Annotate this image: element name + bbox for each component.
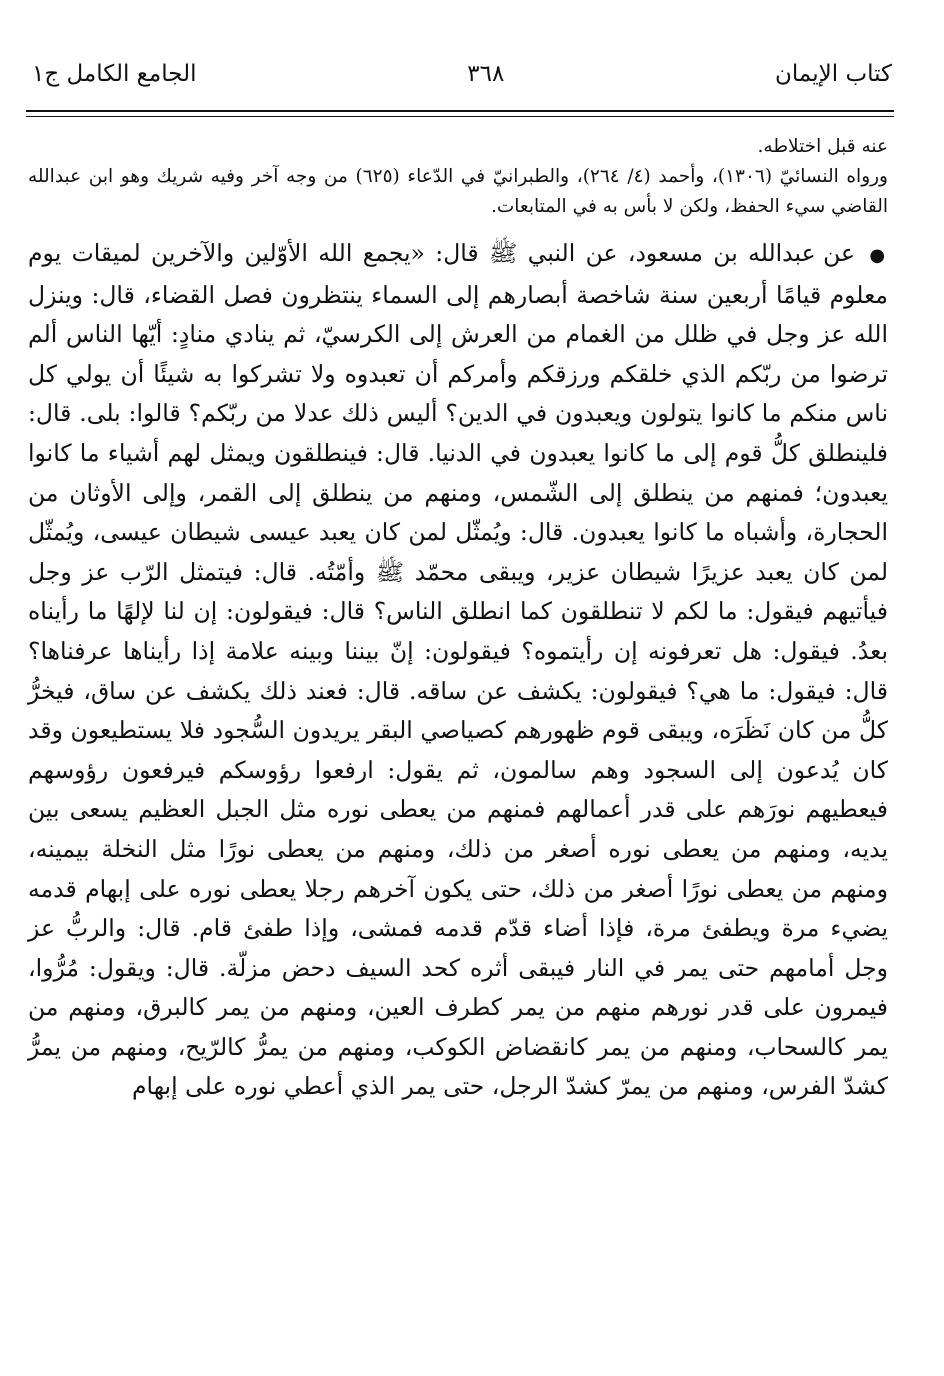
header-chapter-title: كتاب الإيمان (775, 61, 892, 87)
page-number: ٣٦٨ (467, 61, 505, 87)
header-rule-thick (26, 110, 894, 112)
page-body (28, 126, 888, 1107)
running-header (32, 54, 892, 94)
header-rule-thin (26, 116, 894, 117)
note-line: عنه قبل اختلاطه. (757, 136, 888, 157)
note-paragraph: ورواه النسائيّ (١٣٠٦)، وأحمد (٤/ ٢٦٤)، والطبرانيّ في الدّعاء (٦٢٥) من وجه آخر وفيه شريك وهو ابن عبدالله القاضي سيء الحفظ، ولكن لا بأس به في المتابعات. (28, 166, 888, 217)
header-book-title: الجامع الكامل ج١ (32, 61, 197, 87)
bullet-icon: ● (869, 245, 888, 266)
hadith-text: عن عبدالله بن مسعود، عن النبي ﷺ قال: «يجمع الله الأوّلين والآخرين لميقات يوم معلوم قيامًا أربعين سنة شاخصة أبصارهم إلى السماء ينتظرون فصل القضاء، قال: وينزل الله عز وجل في ظلل من الغمام من العرش إلى الكرسيّ، ثم ينادي منادٍ: أيّها الناس ألم ترضوا من ربّكم الذي خلقكم ورزقكم وأمركم أن تعبدوه ولا تشركوا به شيئًا أن يولي كل ناس منكم ما كانوا يتولون ويعبدون في الدين؟ أليس ذلك عدلا من ربّكم؟ قالوا: بلى. قال: فلينطلق كلُّ قوم إلى ما كانوا يعبدون في الدنيا. قال: فينطلقون ويمثل لهم أشياء ما كانوا يعبدون؛ فمنهم من ينطلق إلى الشّمس، ومنهم من ينطلق إلى القمر، وإلى الأوثان من الحجارة، وأشباه ما كانوا يعبدون. قال: ويُمثّل لمن كان يعبد عيسى شيطان عيسى، ويُمثّل لمن كان يعبد عزيرًا شيطان عزير، ويبقى محمّد ﷺ وأمّتُه. قال: فيتمثل الرّب عز وجل فيأتيهم فيقول: ما لكم لا تنطلقون كما انطلق الناس؟ قال: فيقولون: إن لنا لإلهًا ما رأيناه بعدُ. فيقول: هل تعرفونه إن رأيتموه؟ فيقولون: إنّ بيننا وبينه علامة إذا رأيناها عرفناها؟ قال: فيقول: ما هي؟ فيقولون: يكشف عن ساقه. قال: فعند ذلك يكشف عن ساق، فيخرُّ كلُّ من كان نَظَرَه، ويبقى قوم ظهورهم كصياصي البقر يريدون السُّجود فلا يستطيعون وقد كان يُدعون إلى السجود وهم سالمون، ثم يقول: ارفعوا رؤوسكم فيرفعون رؤوسهم فيعطيهم نورَهم على قدر أعمالهم فمنهم من يعطى نوره مثل الجبل العظيم يسعى بين يديه، ومنهم من يعطى نوره أصغر من ذلك، ومنهم من يعطى نورًا مثل النخلة بيمينه، ومنهم من يعطى نورًا أصغر من ذلك، حتى يكون آخرهم رجلا يعطى نوره على إبهام قدمه يضيء مرة ويطفئ مرة، فإذا أضاء قدّم قدمه فمشى، وإذا طفئ قام. قال: والربُّ عز وجل أمامهم حتى يمر في النار فيبقى أثره كحد السيف دحض مزلّة. قال: ويقول: مُرُّوا، فيمرون على قدر نورهم منهم من يمر كطرف العين، ومنهم من يمر كالبرق، ومنهم من يمر كالسحاب، ومنهم من يمر كانقضاض الكوكب، ومنهم من يمرُّ كالرّيح، ومنهم من يمرُّ كشدّ الفرس، ومنهم من يمرّ كشدّ الرجل، حتى يمر الذي أعطي نوره على إبهام (28, 239, 888, 1101)
hadith-paragraph (28, 234, 888, 1107)
